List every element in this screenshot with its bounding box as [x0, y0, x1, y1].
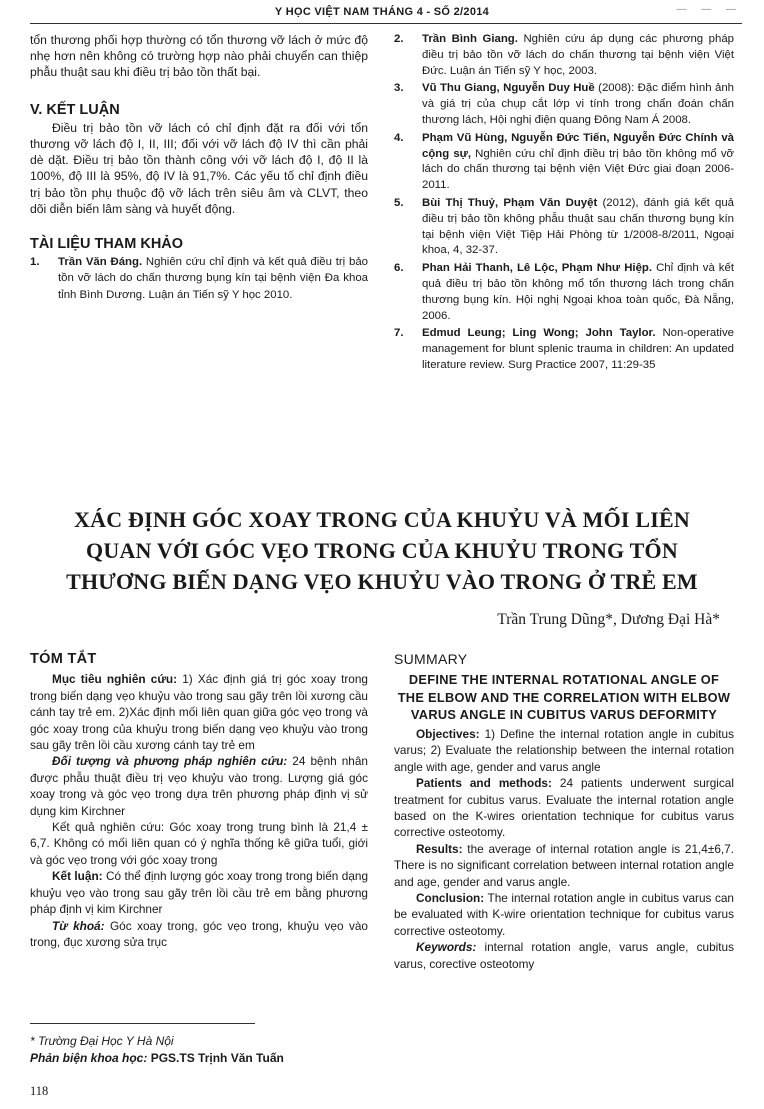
reference-item: 1. Trần Văn Đáng. Nghiên cứu chỉ định và kết quả điều trị bảo tồn vỡ lách do chấn thương bụng kín tại bệnh viện Đa khoa tỉnh Bình Dương. Luận án Tiến sỹ Y học 2010. — [30, 256, 368, 301]
vn-keywords: Từ khoá: Góc xoay trong, góc vẹo trong, khuỷu vẹo vào trong, đục xương sửa trục — [30, 918, 368, 949]
reference-list-right — [394, 32, 734, 374]
vn-abstract-heading: TÓM TẮT — [30, 651, 97, 667]
right-column — [394, 32, 734, 376]
en-methods: Patients and methods: 24 patients underwent surgical treatment for cubitus varus. Evaluate the internal rotation angle based on the K-wires orientation technique for cubitus varus corrective osteotomy. — [394, 776, 734, 840]
en-results: Results: the average of internal rotation angle is 21,4±6,7. There is no significant correlation between internal rotation angle and age, gender and varus angle. — [394, 841, 734, 889]
reference-list-left — [30, 254, 368, 303]
reference-item: 5. Bùi Thị Thuỷ, Phạm Văn Duyệt (2012), đánh giá kết quả điều trị bảo tồn không phẫu thuật sau chấn thương bụng kín tại bệnh viện Việt Tiệp Hải Phòng từ 1/2008-8/2011, Ngoại khoa, 4, 32-37. — [394, 196, 734, 257]
reference-item: 3. Vũ Thu Giang, Nguyễn Duy Huề (2008): Đặc điểm hình ảnh và giá trị của chụp cắt lớp vi tính trong chẩn đoán chấn thương lách, Hội nghị điện quang Đông Nam Á 2008. — [394, 82, 734, 126]
vn-objectives: Mục tiêu nghiên cứu: 1) Xác định giá trị góc xoay trong trong biến dạng vẹo khuỷu vào trong sau gãy trên lồi xương cầu cánh tay trẻ em. 2)Xác định mối liên quan giữa góc vẹo trong và góc xoay trong của khuỷu trong biến dạng vẹo khuỷu vào trong sau gãy trên lồi cầu xương cánh tay trẻ em — [30, 672, 368, 753]
en-abstract-title: DEFINE THE INTERNAL ROTATIONAL ANGLE OF THE ELBOW AND THE CORRELATION WITH ELBOW VARUS ANGLE IN CUBITUS VARUS DEFORMITY — [397, 672, 731, 723]
left-column — [30, 32, 368, 305]
affiliation-note: * Trường Đại Học Y Hà Nội — [30, 1034, 174, 1048]
en-objectives: Objectives: 1) Define the internal rotation angle in cubitus varus; 2) Evaluate the relationship between the internal rotation angle with age, gender and varus angle — [394, 726, 734, 774]
en-abstract-heading: SUMMARY — [394, 651, 468, 667]
footnotes — [30, 1033, 390, 1067]
vn-results: Kết quả nghiên cứu: Góc xoay trong trung bình là 21,4 ± 6,7. Không có mối liên quan có ý nghĩa thống kê giữa tuổi, giới và góc vẹo trong với góc xoay trong — [30, 820, 368, 867]
corner-marks: — — — — [676, 4, 742, 15]
vn-methods: Đối tượng và phương pháp nghiên cứu: 24 bệnh nhân được phẫu thuật điều trị vẹo khuỷu vào trong. Lượng giá góc xoay trong và góc vẹo trong dựa trên phương pháp định vị sử dụng kim Kirchner — [30, 754, 368, 818]
en-conclusion: Conclusion: The internal rotation angle in cubitus varus can be evaluated with K-wire orientation technique for cubitus varus corrective osteotomy. — [394, 890, 734, 938]
reference-item: 7. Edmud Leung; Ling Wong; John Taylor. Non-operative management for blunt splenic trauma in children: An updated literature review. Surg Practice 2007, 11:29-35 — [394, 327, 734, 371]
header-rule — [30, 23, 742, 24]
reference-item: 2. Trần Bình Giang. Nghiên cứu áp dụng các phương pháp điều trị bảo tồn vỡ lách do chấn thương tại bệnh viện Việt Đức. Luận án Tiến sỹ Y học, 2003. — [394, 33, 734, 77]
footnote-rule — [30, 1023, 255, 1024]
references-heading: TÀI LIỆU THAM KHẢO — [30, 236, 184, 253]
reviewer-note: Phản biện khoa học: PGS.TS Trịnh Văn Tuấn — [30, 1051, 284, 1065]
vn-abstract — [30, 651, 368, 950]
article-authors: Trần Trung Dũng*, Dương Đại Hà* — [497, 611, 720, 628]
running-header: Y HỌC VIỆT NAM THÁNG 4 - SỐ 2/2014 — [274, 6, 490, 18]
conclusion-heading: V. KẾT LUẬN — [30, 101, 120, 118]
intro-paragraph: tổn thương phối hợp thường có tổn thương vỡ lách ở mức độ nhẹ hơn nên không có trường hợp nào phải chuyển can thiệp phẫu thuật sau khi điều trị bảo tồn thất bại. — [30, 33, 368, 80]
vn-conclusion: Kết luận: Có thể định lượng góc xoay trong trong biến dạng khuỷu vẹo vào trong sau gãy trên lồi cầu trẻ em bằng phương pháp định vị kim Kirchner — [30, 869, 368, 917]
en-abstract — [394, 651, 734, 972]
reference-item: 4. Phạm Vũ Hùng, Nguyễn Đức Tiến, Nguyễn Đức Chính và cộng sự, Nghiên cứu chỉ định điều trị bảo tồn không mổ vỡ lách do chấn thương tại bệnh viện Việt Đức giai đoạn 2006-2011. — [394, 131, 735, 192]
en-keywords: Keywords: internal rotation angle, varus angle, cubitus varus, corective osteotomy — [394, 940, 734, 971]
reference-item: 6. Phan Hải Thanh, Lê Lộc, Phạm Như Hiệp. Chỉ định và kết quả điều trị bảo tồn không mổ tổn thương lách trong chấn thương bụng kín. Hội nghị Ngoại khoa toàn quốc, Đà Nẵng, 2006. — [394, 262, 734, 322]
conclusion-paragraph: Điều trị bảo tồn vỡ lách có chỉ định đặt ra đối với tổn thương vỡ lách độ I, II, III; đối với vỡ lách độ IV thì cần phải dè dặt. Điều trị bảo tồn thành công với vỡ lách độ I, độ II là 100%, độ III là 95%, độ IV là 91,7%. Các yếu tố chỉ định điều trị bảo tồn phụ thuộc độ vỡ lách trên siêu âm và CLVT, theo dõi diễn biến lâm sàng và huyết động. — [30, 120, 368, 216]
article-title: XÁC ĐỊNH GÓC XOAY TRONG CỦA KHUỶU VÀ MỐI LIÊN QUAN VỚI GÓC VẸO TRONG CỦA KHUỶU TRONG TỔN THƯƠNG BIẾN DẠNG VẸO KHUỶU VÀO TRONG Ở TRẺ EM — [66, 507, 698, 594]
page-number: 118 — [30, 1084, 49, 1098]
